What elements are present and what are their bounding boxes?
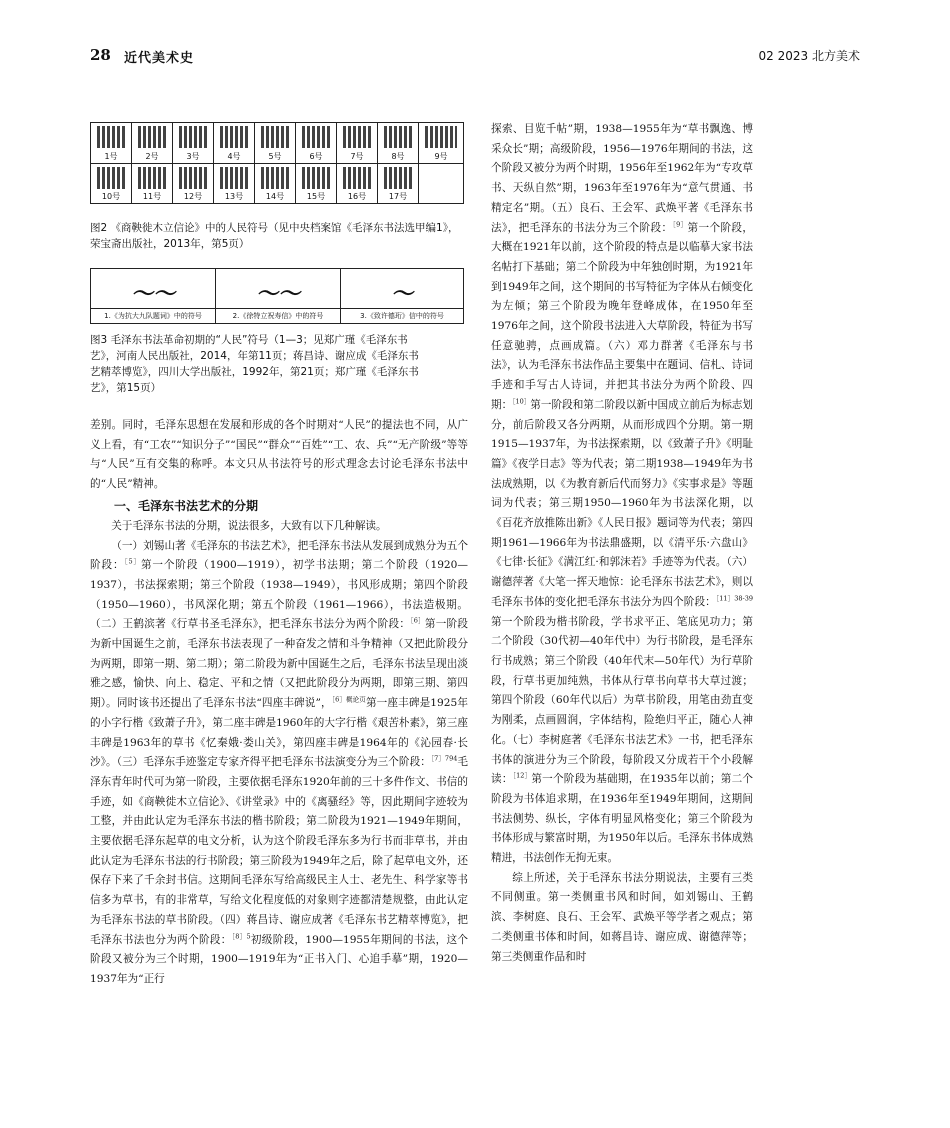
symbol-cell: 11号 (131, 163, 173, 204)
symbol-cell: 5号 (254, 122, 296, 164)
calligraphy-symbol (384, 167, 412, 189)
citation: ［10］ (512, 397, 531, 406)
symbol-cell: 6号 (295, 122, 337, 164)
calligraphy-symbol (384, 126, 412, 148)
calligraphy-symbol (138, 126, 166, 148)
calligraphy-symbol (97, 126, 125, 148)
issue-info: 02 2023 北方美术 (758, 49, 860, 63)
figure-3-caption: 图3 毛泽东书法革命初期的“人民”符号（1—3；见郑广瑾《毛泽东书艺》，河南人民出版社，2014，年第11页；蒋昌诗、谢应成《毛泽东书艺精萃博览》，四川大学出版社，1992年，第21页；郑广瑾《毛泽东书艺》，第15页） (90, 334, 419, 394)
calligraphy-symbol (138, 167, 166, 189)
figure-2-caption: 图2 《商鞅徙木立信论》中的人民符号（见中央档案馆《毛泽东书法选甲编1》，荣宝斋出版社，2013年，第5页） (90, 222, 459, 250)
symbol-cell: 9号 (418, 122, 464, 164)
paragraph: 综上所述，关于毛泽东书法分期说法，主要有三类不同侧重。第一类侧重书风和时间，如刘锡山、王鹤滨、李树庭、良石、王会军、武焕平等学者之观点；第二类侧重书体和时间，如蒋昌诗、谢应成、谢德萍等；第三类侧重作品和时 (491, 871, 753, 963)
paragraph: 探索、目览千帖”期，1938—1955年为“草书飘逸、博采众长”期；高级阶段，1956—1976年期间的书法，这个阶段又被分为两个时期，1956年至1962年为“专攻草书、天纵自然”期，1963年至1976年为“意气贯通、书精定名”期。（五）良石、王会军、武焕平著《毛泽东书法》，把毛泽东的书法分为三个阶段：$^{[9]}$第一个阶段，大概在1921年以前，这个阶段的特点是以临摹大家书法名帖打下基础；第二个阶段为中年独创时期，为1921年到1949年之间，这个期间的书写特征为字体从右倾变化为左倾；第三个阶段为晚年登峰成体，在1950年至1976年之间，这个阶段书法进入大草阶段，特征为书写任意驰骋，点画成篇。（六）邓力群著《毛泽东与书法》，认为毛泽东书法作品主要集中在题词、信札、诗词手迹和手写古人诗词，并把其书法分为两个阶段、四期：$^{[10]}$第一阶段和第二阶段以新中国成立前后为标志划分，前后阶段又各分两期，从而形成四个分期。第一期1915—1937年，为书法探索期，以《致萧子升》《明耻篇》《夜学日志》等为代表；第二期1938—1949年为书法成熟期，以《为教育新后代而努力》《实事求是》等题词为代表；第三期1950—1960年为书法深化期，以《百花齐放推陈出新》《人民日报》题词等为代表；第四期1961—1966年为书法鼎盛期，以《清平乐·六盘山》《七律·长征》《满江红·和郭沫若》手迹等为代表。（六）谢德萍著《大笔一挥天地惊：论毛泽东书法艺术》，则以毛泽东书体的变化把毛泽东书法分为四个阶段：$^{[11]38-39}$第一个阶段为楷书阶段，学书求平正、笔底见功力；第二个阶段（30代初—40年代中）为行书阶段，是毛泽东行书成熟；第三个阶段（40年代末—50年代）为行草阶段，行草书更加纯熟，书体从行草书向草书大草过渡；第四个阶段（60年代以后）为草书阶段，用笔由劲直变为刚柔，点画圆润，字体结构，险绝归平正，随心人神化。（七）李树庭著《毛泽东书法艺术》一书，把毛泽东书体的演进分为三个阶段，每阶段又分成若干个小段解读：$^{[12]}$第一个阶段为基础期，在1935年以前；第二个阶段为书体追求期，在1936年至1949年期间，这期间书法侧势、纵长，字体有明显风格变化；第三个阶段为书体形成与繁富时期，为1950年以后。毛泽东书体成熟精进，书法创作无拘无束。 (491, 123, 754, 865)
symbol-cell: 16号 (336, 163, 378, 204)
symbol-cell: 3号 (172, 122, 214, 164)
calligraphy-symbol: 〜〜 (255, 281, 300, 307)
calligraphy-symbol (220, 126, 248, 148)
citation: ［12］ (512, 771, 532, 780)
calligraphy-symbol (220, 167, 248, 189)
calligraphy-symbol: 〜 (390, 281, 413, 307)
right-column (491, 120, 753, 967)
left-column (90, 416, 468, 990)
citation: ［11］38-39 (715, 594, 753, 603)
symbol-cell: 1号 (90, 122, 132, 164)
symbol-cell: 12号 (172, 163, 214, 204)
citation: ［6］概论页 (331, 695, 366, 704)
calligraphy-symbol (261, 126, 289, 148)
calligraphy-symbol (302, 126, 330, 148)
citation: ［6］ (410, 616, 425, 625)
calligraphy-symbol: 〜〜 (130, 281, 175, 307)
calligraphy-symbol (179, 126, 207, 148)
calligraphy-symbol (343, 126, 371, 148)
symbol-cell: 17号 (377, 163, 419, 204)
empty-cell (418, 163, 464, 204)
calligraphy-symbol (425, 126, 457, 148)
calligraphy-symbol (179, 167, 207, 189)
symbol-cell: 7号 (336, 122, 378, 164)
journal-section: 近代美术史 (124, 51, 195, 66)
symbol-cell: 4号 (213, 122, 255, 164)
citation: ［7］794 (430, 754, 458, 763)
figure-2-grid (90, 122, 464, 204)
page-header (90, 46, 860, 66)
page-number: 28 (90, 46, 111, 64)
calligraphy-symbol (302, 167, 330, 189)
citation: ［9］ (672, 219, 688, 228)
symbol-cell: 10号 (90, 163, 132, 204)
symbol-cell: 14号 (254, 163, 296, 204)
symbol-cell: 15号 (295, 163, 337, 204)
calligraphy-symbol (343, 167, 371, 189)
paragraph: 关于毛泽东书法的分期，说法很多，大致有以下几种解读。 (111, 519, 387, 532)
paragraph: 差别。同时，毛泽东思想在发展和形成的各个时期对“人民”的提法也不同，从广义上看，有“工农”“知识分子”“国民”“群众”“百姓”“工、农、兵”“无产阶级”等等与“人民”互有交集的称呼。本文只从书法符号的形式理念去讨论毛泽东书法中的“人民”精神。 (90, 419, 468, 491)
figure-3-col: 〜〜 2.《徐特立祝寿信》中的符号 (216, 269, 341, 323)
figure-3-table (90, 268, 464, 324)
calligraphy-symbol (261, 167, 289, 189)
symbol-cell: 2号 (131, 122, 173, 164)
section-heading: 一、毛泽东书法艺术的分期 (114, 498, 259, 513)
symbol-cell: 13号 (213, 163, 255, 204)
figure-3-col: 〜〜 1.《为抗大九队题词》中的符号 (91, 269, 216, 323)
calligraphy-symbol (97, 167, 125, 189)
figure-3-col: 〜 3.《致许德珩》信中的符号 (341, 269, 463, 323)
paragraph: （一）刘锡山著《毛泽东的书法艺术》，把毛泽东书法从发展到成熟分为五个阶段：$^{[5]}$第一个阶段（1900—1919），初学书法期；第二个阶段（1920—1937），书法探索期；第三个阶段（1938—1949），书风形成期；第四个阶段（1950—1960），书风深化期；第五个阶段（1961—1966），书法造极期。（二）王鹤滨著《行草书圣毛泽东》，把毛泽东书法分为两个阶段：$^{[6]}$第一阶段为新中国诞生之前，毛泽东书法表现了一种奋发之情和斗争精神（又把此阶段分为两期，即第一期、第二期）；第二阶段为新中国诞生之后，毛泽东书法呈现出淡雅之感，愉快、向上、稳定、平和之情（又把此阶段分为两期，即第三期、第四期）。同时该书还提出了毛泽东书法“四座丰碑说”，$^{[6]概论页}$第一座丰碑是1925年的小字行楷《致萧子升》，第二座丰碑是1960年的大字行楷《艰苦朴素》，第三座丰碑是1963年的草书《忆秦娥·娄山关》，第四座丰碑是1964年的《沁园春·长沙》。（三）毛泽东手迹鉴定专家齐得平把毛泽东书法演变分为三个阶段：$^{[7]794}$毛泽东青年时代可为第一阶段，主要依据毛泽东1920年前的三十多件作文、书信的手迹，如《商鞅徙木立信论》、《讲堂录》中的《离骚经》等，因此期间字迹较为工整，并由此认定为毛泽东书法的楷书阶段；第二阶段为1921—1949年期间，主要依据毛泽东起草的电文分析，认为这个阶段毛泽东多为行书而非草书，并由此认定为毛泽东书法的行书阶段；第三阶段为1949年之后，除了起草电文外，还保存下来了千余封书信。这期间毛泽东写给高级民主人士、老先生、科学家等书信多为草书，有的非常草，写给文化程度低的对象则字迹都清楚规整，由此认定为毛泽东书法的草书阶段。（四）蒋昌诗、谢应成著《毛泽东书艺精萃博览》，把毛泽东书法也分为两个阶段：$^{[8]5}$初级阶段，1900—1955年期间的书法，这个阶段又被分为三个时期，1900—1919年为“正书入门、心追手摹”期，1920—1937年为“正行 (90, 539, 469, 985)
symbol-cell: 8号 (377, 122, 419, 164)
citation: ［5］ (124, 557, 141, 566)
citation: ［8］5 (231, 932, 251, 941)
